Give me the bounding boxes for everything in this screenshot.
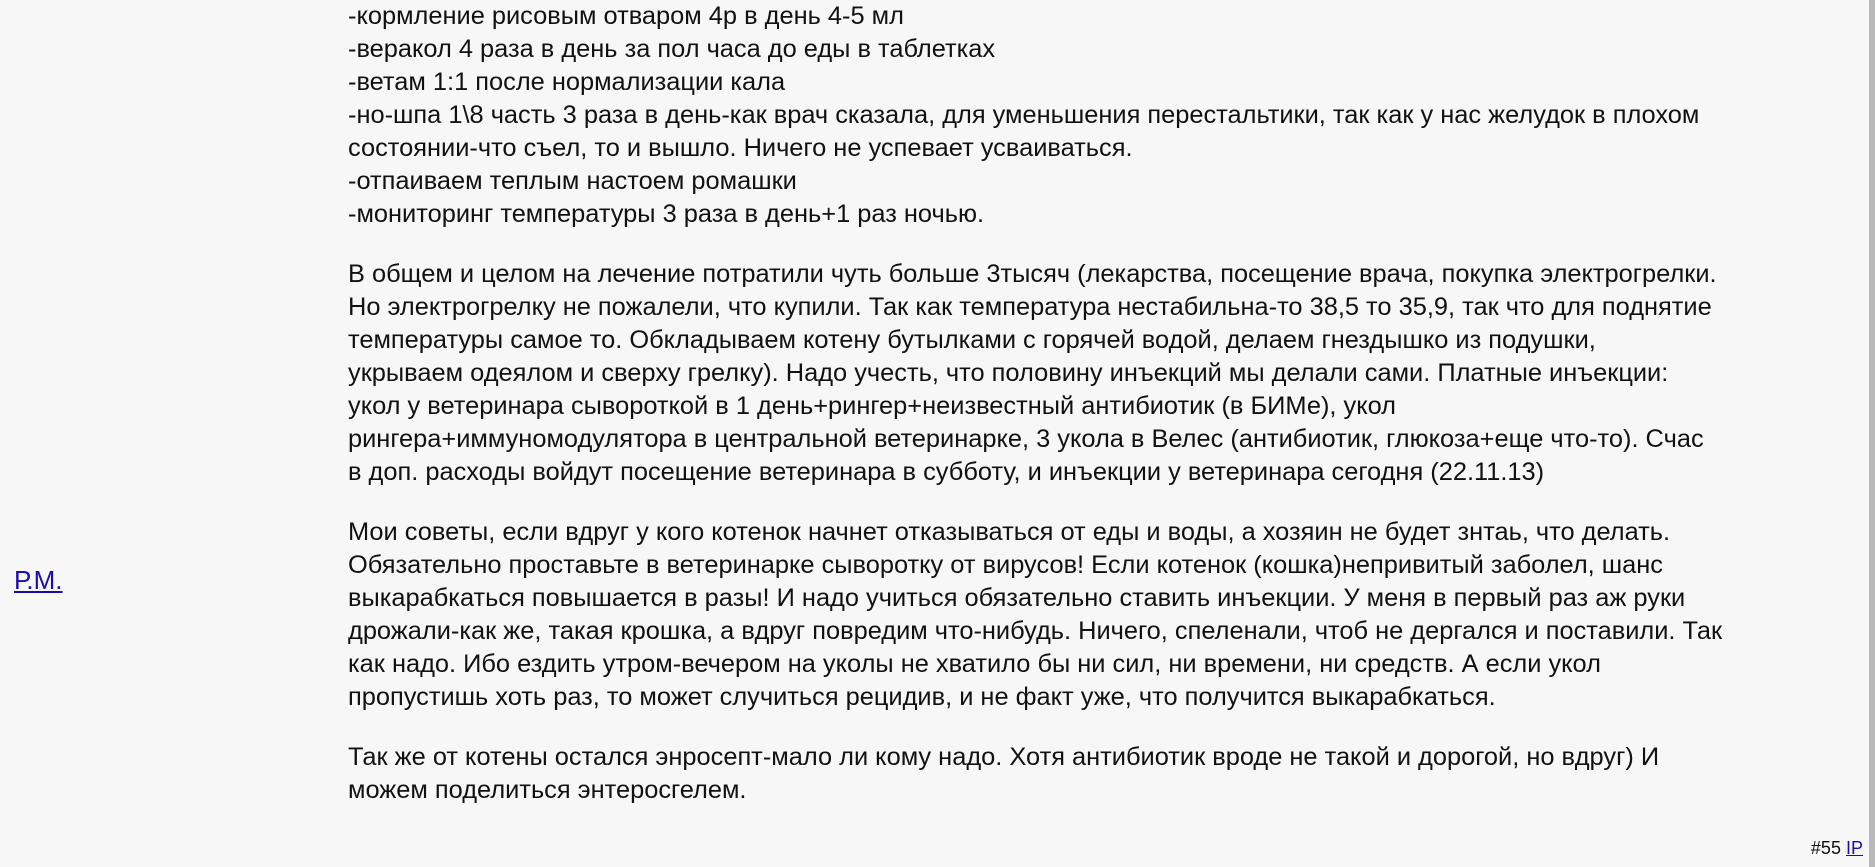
text-line: укрываем одеялом и сверху грелку). Надо учесть, что половину инъекций мы делали сами. Платные инъекции:: [348, 359, 1669, 387]
list-item: -кормление рисовым отваром 4р в день 4-5 мл: [348, 2, 904, 30]
text-line: в доп. расходы войдут посещение ветеринара в субботу, и инъекции у ветеринара сегодня (22.11.13): [348, 458, 1545, 486]
author-link[interactable]: Р.М.: [14, 565, 63, 595]
text-line: пропустишь хоть раз, то может случиться рецидив, и не факт уже, что получится выкарабкаться.: [348, 683, 1496, 711]
post-body: [348, 0, 1868, 807]
treatment-list: [348, 0, 1868, 231]
text-line: выкарабкаться повышается в разы! И надо учиться обязательно ставить инъекции. У меня в первый раз аж руки: [348, 584, 1686, 612]
text-line: дрожали-как же, такая крошка, а вдруг повредим что-нибудь. Ничего, спеленали, чтоб не дергался и поставили. Так: [348, 617, 1723, 645]
post-footer: [1811, 838, 1863, 859]
closing-paragraph: [348, 741, 1868, 807]
text-line: укол у ветеринара сывороткой в 1 день+рингер+неизвестный антибиотик (в БИМе), укол: [348, 392, 1396, 420]
text-line: можем поделиться энтеросгелем.: [348, 776, 747, 804]
cost-paragraph: [348, 258, 1868, 489]
text-line: Обязательно проставьте в ветеринарке сыворотку от вирусов! Если котенок (кошка)непривитый заболел, шанс: [348, 551, 1663, 579]
list-item: -но-шпа 1\8 часть 3 раза в день-как врач сказала, для уменьшения перестальтики, так как у нас желудок в плохом: [348, 101, 1700, 129]
text-line: Но электрогрелку не пожалели, что купили. Так как температура нестабильна-то 38,5 то 35,9, так что для поднятие: [348, 293, 1712, 321]
ip-link[interactable]: IP: [1845, 838, 1863, 858]
text-line: температуры самое то. Обкладываем котену бутылками с горячей водой, делаем гнездышко из подушки,: [348, 326, 1596, 354]
text-line: Так же от котены остался энросепт-мало ли кому надо. Хотя антибиотик вроде не такой и дорогой, но вдруг) И: [348, 743, 1660, 771]
text-line: как надо. Ибо ездить утром-вечером на уколы не хватило бы ни сил, ни времени, ни средств. А если укол: [348, 650, 1601, 678]
list-item: -мониторинг температуры 3 раза в день+1 раз ночью.: [348, 200, 985, 228]
list-item: -ветам 1:1 после нормализации кала: [348, 68, 786, 96]
list-item: -отпаиваем теплым настоем ромашки: [348, 167, 797, 195]
list-item: состоянии-что съел, то и вышло. Ничего не успевает усваиваться.: [348, 134, 1133, 162]
right-border: [1869, 0, 1875, 867]
post-number: #55: [1810, 838, 1841, 858]
list-item: -веракол 4 раза в день за пол часа до еды в таблетках: [348, 35, 996, 63]
text-line: рингера+иммуномодулятора в центральной ветеринарке, 3 укола в Велес (антибиотик, глюкоза+еще что-то). Счас: [348, 425, 1704, 453]
text-line: Мои советы, если вдруг у кого котенок начнет отказываться от еды и воды, а хозяин не будет знтаь, что делать.: [348, 518, 1671, 546]
advice-paragraph: [348, 516, 1868, 714]
text-line: В общем и целом на лечение потратили чуть больше 3тысяч (лекарства, посещение врача, покупка электрогрелки.: [348, 260, 1717, 288]
